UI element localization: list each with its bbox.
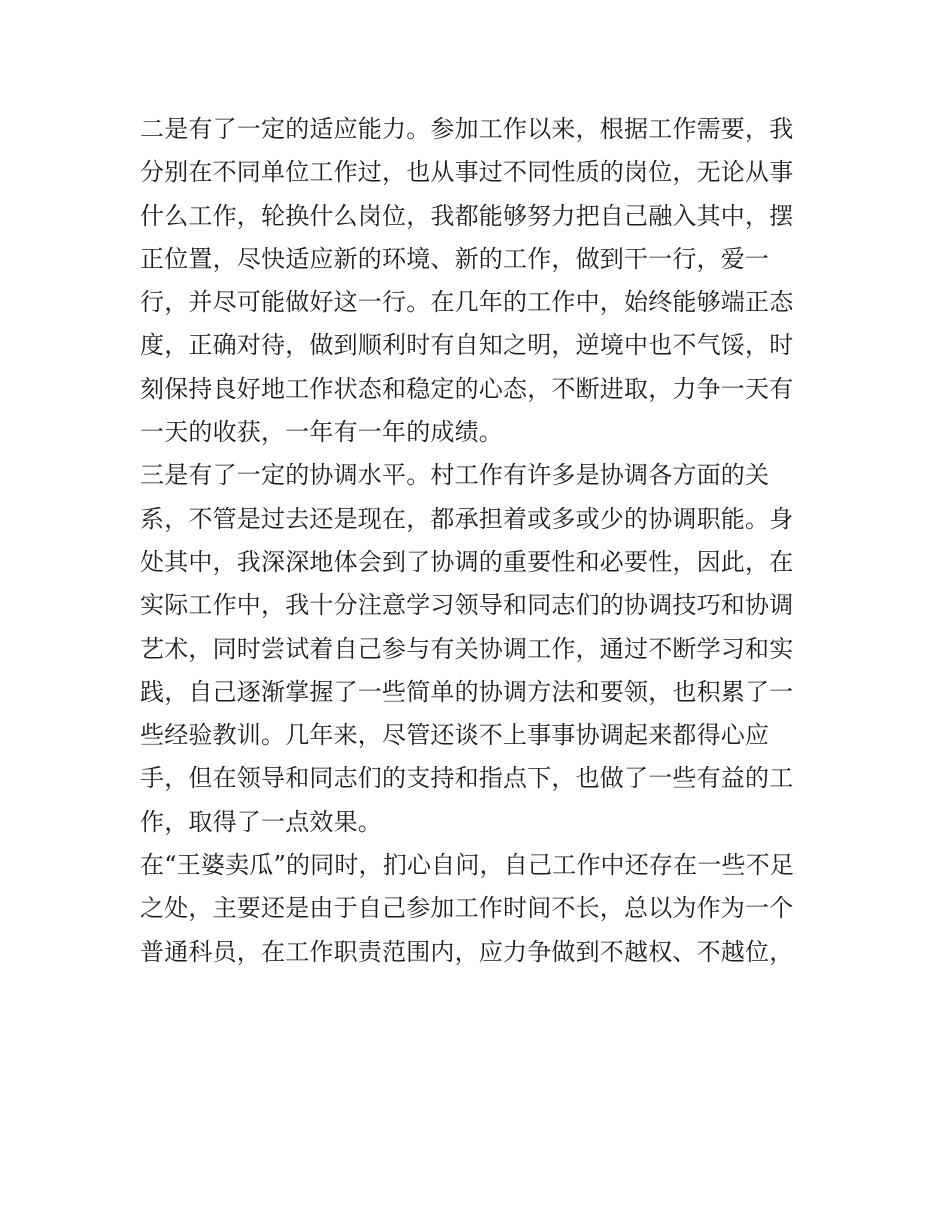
text-line: 正位置，尽快适应新的环境、新的工作，做到干一行，爱一 xyxy=(140,244,770,273)
text-line: 艺术，同时尝试着自己参与有关协调工作，通过不断学习和实 xyxy=(140,634,794,663)
text-line: 刻保持良好地工作状态和稳定的心态，不断进取，力争一天有 xyxy=(140,374,794,403)
text-line: 一天的收获，一年有一年的成绩。 xyxy=(140,418,503,447)
text-line: 在“王婆卖瓜”的同时，扪心自问，自己工作中还存在一些不足 xyxy=(140,851,795,880)
text-line: 手，但在领导和同志们的支持和指点下，也做了一些有益的工 xyxy=(140,764,794,793)
text-line: 实际工作中，我十分注意学习领导和同志们的协调技巧和协调 xyxy=(140,591,794,620)
text-line: 处其中，我深深地体会到了协调的重要性和必要性，因此，在 xyxy=(140,547,794,576)
text-line: 践，自己逐渐掌握了一些简单的协调方法和要领，也积累了一 xyxy=(140,677,794,706)
text-line: 分别在不同单位工作过，也从事过不同性质的岗位，无论从事 xyxy=(140,158,794,187)
text-line: 作，取得了一点效果。 xyxy=(140,807,382,836)
document-body xyxy=(140,108,820,974)
text-line: 度，正确对待，做到顺利时有自知之明，逆境中也不气馁，时 xyxy=(140,331,794,360)
text-line: 行，并尽可能做好这一行。在几年的工作中，始终能够端正态 xyxy=(140,288,794,317)
text-line: 什么工作，轮换什么岗位，我都能够努力把自己融入其中，摆 xyxy=(140,201,794,230)
text-line: 二是有了一定的适应能力。参加工作以来，根据工作需要，我 xyxy=(140,115,794,143)
text-line: 普通科员，在工作职责范围内，应力争做到不越权、不越位， xyxy=(140,937,794,966)
text-line: 之处，主要还是由于自己参加工作时间不长，总以为作为一个 xyxy=(140,894,794,923)
text-line: 系，不管是过去还是现在，都承担着或多或少的协调职能。身 xyxy=(140,504,794,533)
text-line: 些经验教训。几年来，尽管还谈不上事事协调起来都得心应 xyxy=(140,721,770,750)
text-line: 三是有了一定的协调水平。村工作有许多是协调各方面的关 xyxy=(140,461,770,490)
